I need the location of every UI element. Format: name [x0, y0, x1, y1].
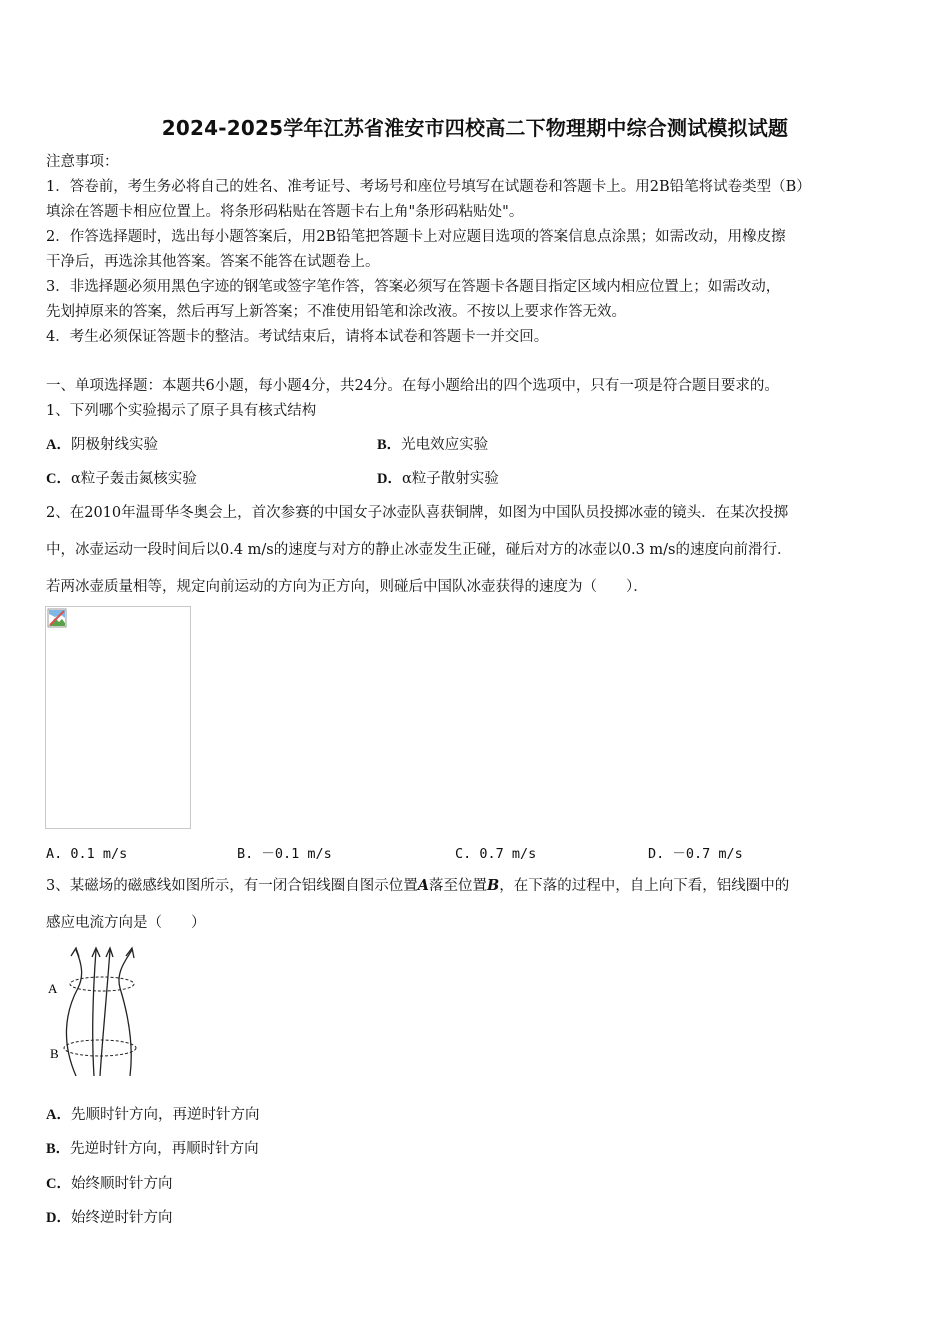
q3-text: 3、某磁场的磁感线如图所示，有一闭合铝线圈自图示位置	[46, 878, 418, 894]
figure-label-a: A	[48, 981, 58, 996]
q1-stem: 1、下列哪个实验揭示了原子具有核式结构	[46, 403, 317, 419]
notice-line: 2．作答选择题时，选出每小题答案后，用2B铅笔把答题卡上对应题目选项的答案信息点涂黑；如需改动，用橡皮擦	[46, 229, 786, 245]
q2-stem-line: 中，冰壶运动一段时间后以0.4 m/s的速度与对方的静止冰壶发生正碰，碰后对方的冰壶以0.3 m/s的速度向前滑行．	[46, 542, 792, 558]
field-line	[93, 950, 96, 1076]
option-text: 始终逆时针方向	[70, 1210, 173, 1226]
notice-heading: 注意事项：	[46, 154, 119, 170]
notice-line: 先划掉原来的答案，然后再写上新答案；不准使用铅笔和涂改液。不按以上要求作答无效。	[46, 304, 626, 320]
q3-option-b	[46, 1139, 259, 1159]
notice-line: 3．非选择题必须用黑色字迹的钢笔或签字笔作答，答案必须写在答题卡各题目指定区域内相应位置上；如需改动，	[46, 279, 781, 295]
page-title: 2024-2025学年江苏省淮安市四校高二下物理期中综合测试模拟试题	[161, 116, 789, 140]
notice-line: 1．答卷前，考生务必将自己的姓名、准考证号、考场号和座位号填写在试题卷和答题卡上。用2B铅笔将试卷类型（B）	[46, 179, 811, 195]
position-a-label: A	[417, 877, 429, 894]
option-text: 始终顺时针方向	[70, 1176, 173, 1192]
q3-text: ，在下落的过程中，自上向下看，铝线圈中的	[499, 878, 790, 894]
magnetic-field-figure	[44, 944, 144, 1080]
field-line	[100, 950, 110, 1076]
notice-line: 填涂在答题卡相应位置上。将条形码粘贴在答题卡右上角"条形码粘贴处"。	[46, 204, 524, 220]
option-text: 阴极射线实验	[70, 437, 158, 453]
coil-position-b	[64, 1040, 136, 1056]
q3-option-d	[46, 1208, 172, 1228]
figure-label-b: B	[50, 1046, 59, 1061]
notice-line: 干净后，再选涂其他答案。答案不能答在试题卷上。	[46, 254, 380, 270]
option-key: D．	[377, 471, 402, 487]
q1-option-c	[46, 469, 197, 489]
option-text: 光电效应实验	[401, 437, 489, 453]
q2-option-a: A. 0.1 m/s	[46, 846, 128, 862]
q2-stem-line: 2、在2010年温哥华冬奥会上，首次参赛的中国女子冰壶队喜获铜牌，如图为中国队员投掷冰壶的镜头．在某次投掷	[46, 505, 789, 521]
option-text: α粒子轰击氮核实验	[70, 471, 197, 487]
option-text: 先顺时针方向，再逆时针方向	[70, 1107, 260, 1123]
curling-image-placeholder	[45, 606, 191, 829]
option-text: α粒子散射实验	[401, 471, 499, 487]
q2-option-d: D. －0.7 m/s	[648, 846, 743, 862]
q3-option-c	[46, 1174, 172, 1194]
option-text: 先逆时针方向，再顺时针方向	[70, 1141, 259, 1157]
option-key: B．	[377, 437, 402, 453]
q2-stem-line: 若两冰壶质量相等，规定向前运动的方向为正方向，则碰后中国队冰壶获得的速度为（ ）．	[46, 579, 648, 595]
option-key: C．	[46, 471, 71, 487]
q3-text: 落至位置	[429, 878, 487, 894]
q1-option-d	[377, 469, 499, 489]
option-key: B．	[46, 1141, 71, 1157]
option-key: A．	[46, 437, 71, 453]
broken-image-icon	[47, 608, 67, 628]
position-b-label: B	[487, 877, 500, 894]
option-key: D．	[46, 1210, 71, 1226]
field-line	[66, 950, 81, 1076]
option-key: C．	[46, 1176, 71, 1192]
q3-option-a	[46, 1105, 259, 1125]
q2-option-c: C. 0.7 m/s	[455, 846, 537, 862]
notice-line: 4．考生必须保证答题卡的整洁。考试结束后，请将本试卷和答题卡一并交回。	[46, 329, 549, 345]
q1-option-b	[377, 435, 488, 455]
q1-option-a	[46, 435, 158, 455]
q3-stem-line	[46, 876, 916, 896]
field-line	[119, 950, 132, 1076]
q3-stem-line: 感应电流方向是（ ）	[46, 915, 206, 931]
option-key: A．	[46, 1107, 71, 1123]
section-heading: 一、单项选择题：本题共6小题，每小题4分，共24分。在每小题给出的四个选项中，只有一项是符合题目要求的。	[46, 378, 779, 394]
q2-option-b: B. －0.1 m/s	[237, 846, 332, 862]
